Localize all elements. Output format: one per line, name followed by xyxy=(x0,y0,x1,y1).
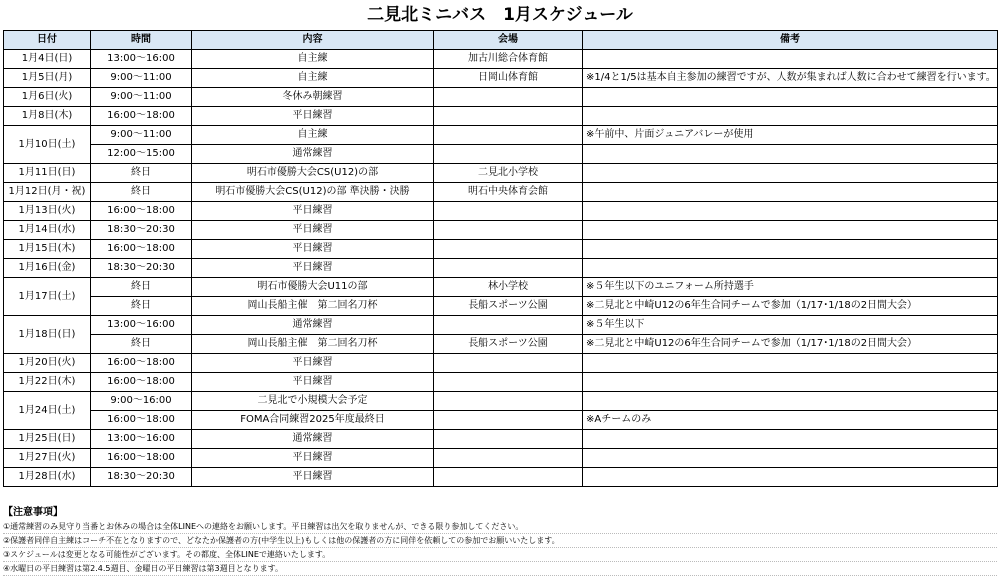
schedule-table xyxy=(3,30,998,487)
notes-heading: 【注意事項】 xyxy=(3,507,63,518)
time-cell: 18:30〜20:30 xyxy=(91,468,192,487)
date-cell: 1月8日(木) xyxy=(4,107,91,126)
header-content: 内容 xyxy=(192,31,434,50)
date-cell: 1月13日(火) xyxy=(4,202,91,221)
notes-cell: ※Aチームのみ xyxy=(583,411,998,430)
time-cell: 13:00〜16:00 xyxy=(91,430,192,449)
date-cell: 1月16日(金) xyxy=(4,259,91,278)
venue-cell xyxy=(434,126,583,145)
content-cell: FOMA合同練習2025年度最終日 xyxy=(192,411,434,430)
venue-cell xyxy=(434,392,583,411)
time-cell: 9:00〜16:00 xyxy=(91,392,192,411)
content-cell: 明石市優勝大会CS(U12)の部 xyxy=(192,164,434,183)
page-title: 二見北ミニバス 1月スケジュール xyxy=(367,5,633,25)
table-row xyxy=(4,392,998,411)
content-cell: 通常練習 xyxy=(192,316,434,335)
notes-cell xyxy=(583,221,998,240)
table-row xyxy=(4,145,998,164)
table-row xyxy=(4,221,998,240)
time-cell: 9:00〜11:00 xyxy=(91,88,192,107)
date-cell: 1月24日(土) xyxy=(4,392,91,430)
venue-cell: 加古川総合体育館 xyxy=(434,50,583,69)
date-cell: 1月20日(火) xyxy=(4,354,91,373)
date-cell: 1月25日(日) xyxy=(4,430,91,449)
venue-cell xyxy=(434,221,583,240)
content-cell: 明石市優勝大会U11の部 xyxy=(192,278,434,297)
time-cell: 16:00〜18:00 xyxy=(91,240,192,259)
venue-cell xyxy=(434,354,583,373)
notes-cell xyxy=(583,468,998,487)
table-row xyxy=(4,240,998,259)
time-cell: 16:00〜18:00 xyxy=(91,449,192,468)
table-row xyxy=(4,202,998,221)
date-cell: 1月6日(火) xyxy=(4,88,91,107)
time-cell: 18:30〜20:30 xyxy=(91,221,192,240)
content-cell: 二見北で小規模大会予定 xyxy=(192,392,434,411)
notes-cell xyxy=(583,88,998,107)
notes-cell xyxy=(583,164,998,183)
venue-cell xyxy=(434,88,583,107)
venue-cell xyxy=(434,468,583,487)
notes-cell xyxy=(583,259,998,278)
time-cell: 終日 xyxy=(91,297,192,316)
venue-cell: 二見北小学校 xyxy=(434,164,583,183)
time-cell: 終日 xyxy=(91,183,192,202)
time-cell: 18:30〜20:30 xyxy=(91,259,192,278)
notes-cell: ※午前中、片面ジュニアバレーが使用 xyxy=(583,126,998,145)
time-cell: 終日 xyxy=(91,278,192,297)
date-cell: 1月14日(水) xyxy=(4,221,91,240)
content-cell: 冬休み朝練習 xyxy=(192,88,434,107)
header-venue: 会場 xyxy=(434,31,583,50)
time-cell: 16:00〜18:00 xyxy=(91,411,192,430)
notes-cell: ※５年生以下のユニフォーム所持選手 xyxy=(583,278,998,297)
table-row xyxy=(4,297,998,316)
header-time: 時間 xyxy=(91,31,192,50)
date-cell: 1月10日(土) xyxy=(4,126,91,164)
time-cell: 13:00〜16:00 xyxy=(91,316,192,335)
note-line: ①通常練習のみ見守り当番とお休みの場合は全体LINEへの連絡をお願いします。平日練習は出欠を取りませんが、できる限り参加してください。 xyxy=(3,520,997,534)
table-row xyxy=(4,430,998,449)
content-cell: 明石市優勝大会CS(U12)の部 準決勝・決勝 xyxy=(192,183,434,202)
venue-cell xyxy=(434,430,583,449)
table-row xyxy=(4,88,998,107)
venue-cell xyxy=(434,449,583,468)
notes-cell xyxy=(583,50,998,69)
time-cell: 終日 xyxy=(91,164,192,183)
content-cell: 岡山長船主催 第二回名刀杯 xyxy=(192,297,434,316)
time-cell: 9:00〜11:00 xyxy=(91,126,192,145)
table-row xyxy=(4,335,998,354)
venue-cell xyxy=(434,259,583,278)
note-line: ③スケジュールは変更となる可能性がございます。その都度、全体LINEで連絡いたします。 xyxy=(3,548,997,562)
time-cell: 16:00〜18:00 xyxy=(91,354,192,373)
content-cell: 平日練習 xyxy=(192,107,434,126)
content-cell: 平日練習 xyxy=(192,240,434,259)
notes-cell xyxy=(583,240,998,259)
notes-cell: ※二見北と中崎U12の6年生合同チームで参加（1/17･1/18の2日間大会） xyxy=(583,335,998,354)
schedule-body xyxy=(4,50,998,487)
time-cell: 終日 xyxy=(91,335,192,354)
time-cell: 16:00〜18:00 xyxy=(91,202,192,221)
table-row xyxy=(4,183,998,202)
content-cell: 平日練習 xyxy=(192,202,434,221)
venue-cell xyxy=(434,240,583,259)
date-cell: 1月11日(日) xyxy=(4,164,91,183)
time-cell: 16:00〜18:00 xyxy=(91,373,192,392)
notes-cell: ※５年生以下 xyxy=(583,316,998,335)
date-cell: 1月27日(火) xyxy=(4,449,91,468)
notes-cell xyxy=(583,354,998,373)
content-cell: 平日練習 xyxy=(192,373,434,392)
notes-cell: ※二見北と中崎U12の6年生合同チームで参加（1/17･1/18の2日間大会） xyxy=(583,297,998,316)
content-cell: 平日練習 xyxy=(192,468,434,487)
venue-cell xyxy=(434,202,583,221)
venue-cell xyxy=(434,107,583,126)
content-cell: 自主練 xyxy=(192,126,434,145)
table-row xyxy=(4,164,998,183)
venue-cell xyxy=(434,411,583,430)
content-cell: 自主練 xyxy=(192,50,434,69)
notes-cell xyxy=(583,449,998,468)
content-cell: 平日練習 xyxy=(192,449,434,468)
date-cell: 1月17日(土) xyxy=(4,278,91,316)
table-row xyxy=(4,278,998,297)
time-cell: 13:00〜16:00 xyxy=(91,50,192,69)
date-cell: 1月22日(木) xyxy=(4,373,91,392)
notes-cell xyxy=(583,392,998,411)
content-cell: 通常練習 xyxy=(192,430,434,449)
notes-cell xyxy=(583,107,998,126)
notes-section xyxy=(3,506,997,576)
table-row xyxy=(4,259,998,278)
content-cell: 平日練習 xyxy=(192,259,434,278)
venue-cell: 明石中央体育会館 xyxy=(434,183,583,202)
notes-cell xyxy=(583,183,998,202)
header-notes: 備考 xyxy=(583,31,998,50)
date-cell: 1月4日(日) xyxy=(4,50,91,69)
table-row xyxy=(4,468,998,487)
time-cell: 16:00〜18:00 xyxy=(91,107,192,126)
header-row xyxy=(4,31,998,50)
table-row xyxy=(4,316,998,335)
notes-cell xyxy=(583,145,998,164)
table-row xyxy=(4,69,998,88)
content-cell: 通常練習 xyxy=(192,145,434,164)
header-date: 日付 xyxy=(4,31,91,50)
date-cell: 1月28日(水) xyxy=(4,468,91,487)
note-line: ④水曜日の平日練習は第2.4.5週目、金曜日の平日練習は第3週目となります。 xyxy=(3,562,997,576)
date-cell: 1月15日(木) xyxy=(4,240,91,259)
table-row xyxy=(4,449,998,468)
note-line: ②保護者同伴自主練はコーチ不在となりますので、どなたか保護者の方(中学生以上)もしくは他の保護者の方に同伴を依頼しての参加でお願いいたします。 xyxy=(3,534,997,548)
venue-cell: 長船スポーツ公園 xyxy=(434,297,583,316)
table-row xyxy=(4,50,998,69)
table-row xyxy=(4,373,998,392)
venue-cell xyxy=(434,145,583,164)
date-cell: 1月5日(月) xyxy=(4,69,91,88)
notes-cell xyxy=(583,202,998,221)
table-row xyxy=(4,107,998,126)
date-cell: 1月18日(日) xyxy=(4,316,91,354)
content-cell: 岡山長船主催 第二回名刀杯 xyxy=(192,335,434,354)
content-cell: 平日練習 xyxy=(192,354,434,373)
content-cell: 平日練習 xyxy=(192,221,434,240)
table-row xyxy=(4,126,998,145)
notes-cell xyxy=(583,373,998,392)
notes-cell: ※1/4と1/5は基本自主参加の練習ですが、人数が集まれば人数に合わせて練習を行います。 xyxy=(583,69,998,88)
date-cell: 1月12日(月・祝) xyxy=(4,183,91,202)
venue-cell: 日岡山体育館 xyxy=(434,69,583,88)
table-row xyxy=(4,354,998,373)
venue-cell xyxy=(434,316,583,335)
table-row xyxy=(4,411,998,430)
venue-cell: 長船スポーツ公園 xyxy=(434,335,583,354)
time-cell: 9:00〜11:00 xyxy=(91,69,192,88)
content-cell: 自主練 xyxy=(192,69,434,88)
venue-cell: 林小学校 xyxy=(434,278,583,297)
notes-cell xyxy=(583,430,998,449)
venue-cell xyxy=(434,373,583,392)
time-cell: 12:00〜15:00 xyxy=(91,145,192,164)
